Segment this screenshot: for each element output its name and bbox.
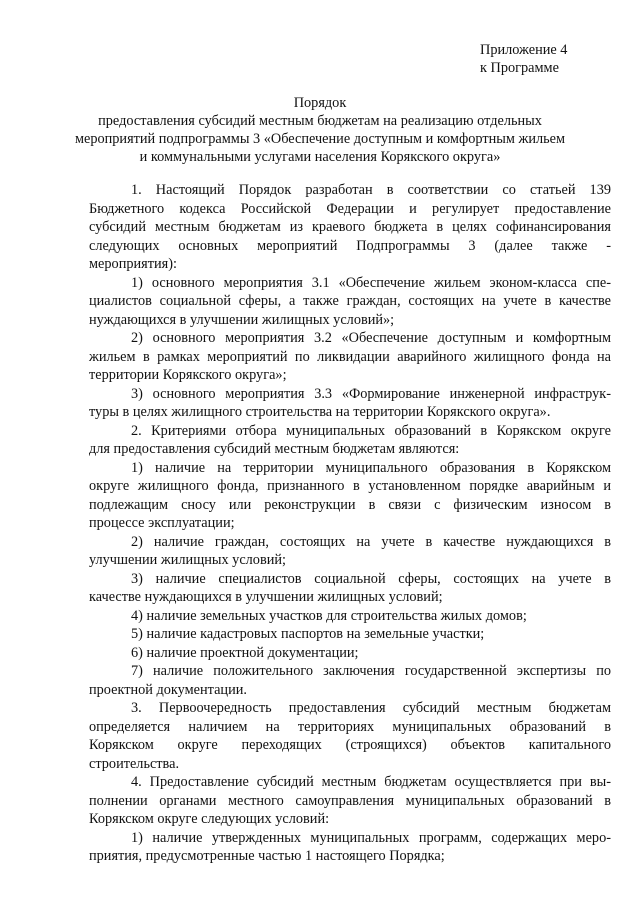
body-line: 3) наличие специалистов социальной сферы, состоящих на учете в [131, 570, 611, 587]
body-line: 3) основного мероприятия 3.3 «Формирование инженерной инфраструк- [131, 385, 611, 402]
document-title [60, 94, 580, 166]
body-line: нуждающихся в улучшении жилищных условий»; [89, 311, 395, 328]
body-line: 7) наличие положительного заключения государственной экспертизы по [131, 663, 611, 679]
body-line: 2) основного мероприятия 3.2 «Обеспечение доступным и комфортным [131, 330, 611, 346]
body-line: 1) наличие на территории муниципального образования в Корякском [131, 459, 611, 476]
body-line: 1. Настоящий Порядок разработан в соответствии со статьей 139 [131, 182, 611, 198]
body-line: Корякском округе следующих условий: [89, 811, 330, 827]
body-line: проектной документации. [89, 681, 247, 698]
body-line: жильем в рамках мероприятий по ликвидации аварийного жилищного фонда на [89, 348, 611, 365]
body-line: 1) основного мероприятия 3.1 «Обеспечение жильем эконом-класса спе- [131, 274, 611, 291]
appendix-line-2: к Программе [480, 60, 559, 76]
title-line-3: мероприятий подпрограммы 3 «Обеспечение доступным и комфортным жильем [74, 131, 566, 147]
title-line-4: и коммунальными услугами населения Корякского округа» [139, 149, 501, 165]
body-line: 2) наличие граждан, состоящих на учете в качестве нуждающихся в [131, 533, 611, 550]
title-line-2: предоставления субсидий местным бюджетам на реализацию отдельных [98, 113, 542, 129]
body-line: мероприятия): [89, 256, 177, 272]
body-line: процессе эксплуатации; [89, 515, 235, 531]
document-body [89, 181, 611, 866]
body-line: качестве нуждающихся в улучшении жилищных условий; [89, 589, 443, 605]
appendix-line-1: Приложение 4 [480, 42, 568, 58]
body-line: улучшении жилищных условий; [89, 552, 286, 568]
body-line: округе жилищного фонда, признанного в установленном порядке аварийным и [89, 478, 611, 494]
body-line: 6) наличие проектной документации; [131, 644, 359, 661]
appendix-label [480, 41, 567, 77]
title-line-1: Порядок [293, 95, 347, 111]
body-line: 2. Критериями отбора муниципальных образований в Корякском округе [131, 422, 611, 439]
body-line: для предоставления субсидий местным бюджетам являются: [89, 441, 460, 457]
body-line: 4) наличие земельных участков для строительства жилых домов; [131, 607, 527, 624]
body-line: туры в целях жилищного строительства на территории Корякского округа». [89, 404, 551, 420]
body-line: Корякском округе переходящих (строящихся) объектов капитального [89, 737, 611, 753]
body-line: территории Корякского округа»; [89, 367, 287, 383]
body-line: 3. Первоочередность предоставления субсидий местным бюджетам [131, 700, 611, 716]
body-line: 5) наличие кадастровых паспортов на земельные участки; [131, 626, 485, 642]
body-line: полнении органами местного самоуправления муниципальных образований в [89, 792, 611, 809]
body-line: строительства. [89, 755, 180, 772]
body-line: приятия, предусмотренные частью 1 настоящего Порядка; [89, 848, 445, 864]
body-line: определяется наличием на территориях муниципальных образований в [89, 718, 611, 735]
body-line: 1) наличие утвержденных муниципальных программ, содержащих меро- [131, 829, 611, 846]
body-line: подлежащим сносу или реконструкции в связи с физическим износом в [89, 496, 611, 513]
body-line: циалистов социальной сферы, а также граждан, состоящих на учете в качестве [89, 293, 611, 309]
body-line: Бюджетного кодекса Российской Федерации и регулирует предоставление [89, 200, 611, 217]
body-line: субсидий местным бюджетам из краевого бюджета в целях софинансирования [89, 219, 611, 235]
body-line: 4. Предоставление субсидий местным бюджетам осуществляется при вы- [131, 774, 611, 790]
body-line: следующих основных мероприятий Подпрограммы 3 (далее также - [89, 237, 611, 254]
